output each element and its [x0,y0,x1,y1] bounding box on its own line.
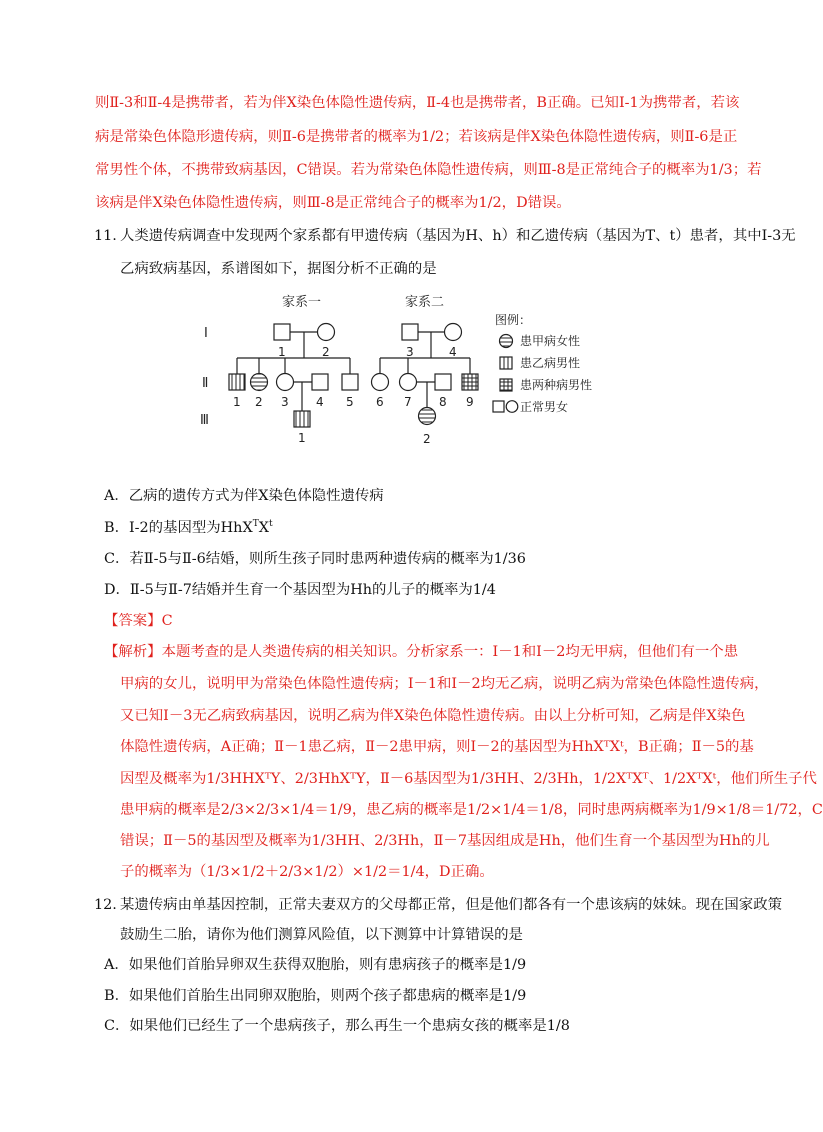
pedigree-diagram [198,288,593,458]
f1-III1-male-disease-b [294,411,310,427]
q11-stem-line-2: 乙病致病基因，系谱图如下，据图分析不正确的是 [120,261,437,277]
legend-normal-male-symbol [493,401,504,412]
prev-analysis-line-3: 常男性个体，不携带致病基因，C错误。若为常染色体隐性遗传病，则Ⅲ-8是正常纯合子的概率为1/3；若 [95,162,762,178]
f2-I3-male [402,324,418,340]
pedigree-label: 2 [423,432,431,446]
pedigree-label: 9 [466,395,474,409]
q12-stem-line-2: 鼓励生二胎，请你为他们测算风险值，以下测算中计算错误的是 [120,927,523,943]
prev-analysis-line-4: 该病是伴X染色体隐性遗传病，则Ⅲ-8是正常纯合子的概率为1/2，D错误。 [95,195,571,211]
pedigree-label: 3 [281,395,289,409]
q11-analysis-line: 甲病的女儿，说明甲为常染色体隐性遗传病；Ⅰ－1和Ⅰ－2均无乙病，说明乙病为常染色体隐性遗传病， [120,676,769,692]
q11-analysis-line: 因型及概率为1/3HHXᵀY、2/3HhXᵀY，Ⅱ－6基因型为1/3HH、2/3Hh，1/2XᵀXᵀ、1/2XᵀXᵗ，他们所生子代 [120,771,817,787]
pedigree-label: 8 [439,395,447,409]
q11-option-b: B．Ⅰ-2的基因型为$HhX^TX^t$ [104,519,273,536]
q11-analysis-line: 错误；Ⅱ－5的基因型及概率为1/3HH、2/3Hh，Ⅱ－7基因组成是Hh，他们生育一个基因型为Hh的儿 [120,833,770,849]
q11-option-a: A．乙病的遗传方式为伴X染色体隐性遗传病 [104,488,384,504]
q12-option-c: C．如果他们已经生了一个患病孩子，那么再生一个患病女孩的概率是1/8 [104,1018,570,1034]
pedigree-label: 1 [278,345,286,359]
pedigree-label: 1 [233,395,241,409]
legend-label: 患两种病男性 [520,378,593,392]
prev-analysis-line-1: 则Ⅱ-3和Ⅱ-4是携带者，若为伴X染色体隐性遗传病，Ⅱ-4也是携带者，B正确。已知I-1为携带者，若该 [95,95,740,111]
f1-II4-male [312,374,328,390]
f2-I4-female [445,324,462,341]
q11-answer: 【答案】C [104,613,173,629]
q11-analysis-line: 体隐性遗传病，A正确；Ⅱ－1患乙病，Ⅱ－2患甲病，则Ⅰ－2的基因型为HhXᵀXᵗ，B正确；Ⅱ－5的基 [120,739,754,755]
f2-II7-female [400,374,417,391]
pedigree-label: 7 [404,395,412,409]
legend-title: 图例： [495,313,532,327]
f1-II2-female-disease-a [251,374,268,391]
q12-option-b: B．如果他们首胎生出同卵双胞胎，则两个孩子都患病的概率是1/9 [104,988,527,1004]
f2-II6-female [372,374,389,391]
q11-analysis-line: 【解析】本题考查的是人类遗传病的相关知识。分析家系一：Ⅰ－1和Ⅰ－2均无甲病，但他们有一个患 [104,644,739,660]
f1-II5-male [342,374,358,390]
family1-title: 家系一 [282,295,322,310]
family2-title: 家系二 [405,295,445,310]
pedigree-label: 4 [316,395,324,409]
pedigree-label: 3 [406,345,414,359]
pedigree-label: 1 [298,431,306,445]
q11-analysis-line: 子的概率为（1/3×1/2＋2/3×1/2）×1/2＝1/4，D正确。 [120,864,494,880]
legend-label: 正常男女 [520,400,569,414]
f1-II3-female [277,374,294,391]
legend-label: 患乙病男性 [520,356,581,370]
f1-I2-female [318,324,335,341]
generation-III-label: Ⅲ [200,413,209,428]
legend-disease-b-male-symbol [500,357,512,369]
q11-number: 11. [94,228,117,244]
f1-II1-male-disease-b [229,374,245,390]
legend-both-diseases-male-symbol [500,379,512,391]
legend-normal-female-symbol [506,401,518,413]
q12-stem-line-1: 某遗传病由单基因控制，正常夫妻双方的父母都正常，但是他们都各有一个患该病的妹妹。现在国家政策 [120,897,782,913]
f2-II8-male [435,374,451,390]
q12-option-a: A．如果他们首胎异卵双生获得双胞胎，则有患病孩子的概率是1/9 [104,957,527,973]
f1-I1-male [274,324,290,340]
pedigree-label: 6 [376,395,384,409]
generation-I-label: Ⅰ [204,326,208,341]
f2-II9-male-both-diseases [462,374,478,390]
legend-label: 患甲病女性 [520,334,581,348]
f2-III2-female-disease-a [419,408,436,425]
legend-disease-a-female-symbol [500,335,513,348]
pedigree-label: 2 [322,345,330,359]
pedigree-label: 5 [346,395,354,409]
generation-II-label: Ⅱ [202,376,209,391]
q11-analysis-line: 患甲病的概率是2/3×2/3×1/4＝1/9，患乙病的概率是1/2×1/4＝1/8，同时患两病概率为1/9×1/8＝1/72，C [120,802,823,818]
q11-analysis-line: 又已知Ⅰ－3无乙病致病基因，说明乙病为伴X染色体隐性遗传病。由以上分析可知，乙病是伴X染色 [120,708,746,724]
pedigree-label: 4 [449,345,457,359]
q11-option-d: D．Ⅱ-5与Ⅱ-7结婚并生育一个基因型为Hh的儿子的概率为1/4 [104,582,496,598]
pedigree-label: 2 [255,395,263,409]
q12-number: 12. [94,897,117,913]
prev-analysis-line-2: 病是常染色体隐形遗传病，则Ⅱ-6是携带者的概率为1/2；若该病是伴X染色体隐性遗传病，则Ⅱ-6是正 [95,129,738,145]
q11-stem-line-1: 人类遗传病调查中发现两个家系都有甲遗传病（基因为H、h）和乙遗传病（基因为T、t）患者，其中Ⅰ-3无 [120,228,796,244]
q11-option-c: C．若Ⅱ-5与Ⅱ-6结婚，则所生孩子同时患两种遗传病的概率为1/36 [104,551,526,567]
